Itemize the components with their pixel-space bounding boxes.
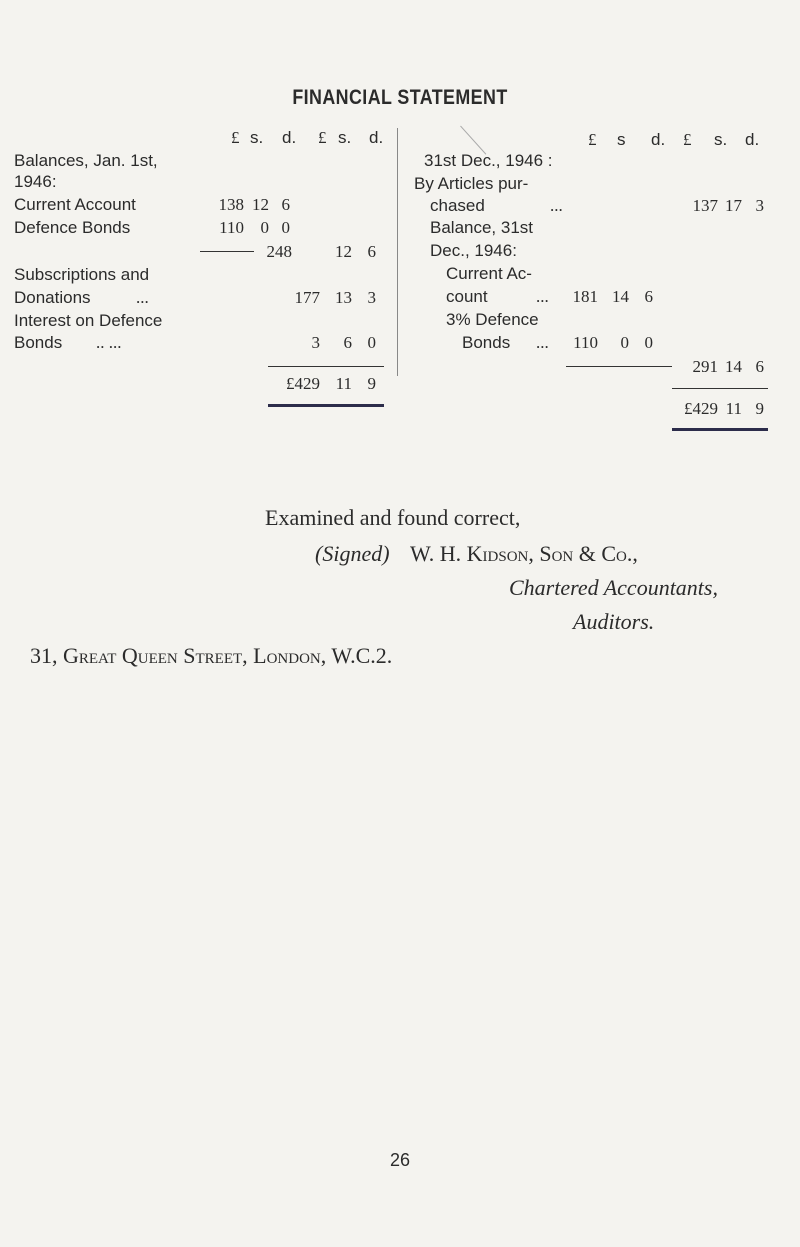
total-pounds: £429 [286, 374, 320, 393]
leader-dots: ... [536, 333, 549, 352]
row-label: Balance, 31st [430, 218, 534, 237]
amount-pence: 6 [281, 195, 290, 214]
shilling-header: s. [338, 128, 352, 147]
shilling-header: s. [714, 130, 728, 149]
amount-pounds: 248 [266, 242, 292, 261]
row-label: 1946: [14, 172, 57, 191]
chartered-accountants: Chartered Accountants, [509, 575, 718, 600]
row-label: chased [430, 196, 485, 215]
amount-pounds: 177 [294, 288, 320, 307]
amount-pounds: 110 [219, 218, 244, 237]
pound-header: £ [318, 128, 327, 147]
amount-pence: 6 [755, 357, 764, 376]
leader-dots: ... [550, 196, 563, 215]
amount-pounds: 137 [692, 196, 718, 215]
amount-shillings: 12 [252, 195, 269, 214]
amount-pounds: 138 [218, 195, 244, 214]
column-divider [397, 128, 398, 376]
amount-pounds: 181 [572, 287, 598, 306]
total-rule [268, 366, 384, 367]
total-pounds: £429 [684, 399, 718, 418]
amount-pence: 0 [644, 333, 653, 352]
total-double-rule [268, 404, 384, 407]
row-label: Current Account [14, 195, 136, 214]
leader-dots: ... [536, 287, 549, 306]
page-number: 26 [389, 1150, 411, 1170]
total-shillings: 11 [725, 399, 742, 418]
leader-dots: ... [136, 288, 149, 307]
row-label: Current Ac- [446, 264, 532, 283]
subtotal-rule [200, 251, 254, 252]
row-label: By Articles pur- [414, 174, 529, 193]
total-shillings: 11 [335, 374, 352, 393]
shilling-header: s [617, 130, 626, 149]
examined-note: Examined and found correct, [265, 505, 521, 530]
amount-shillings: 0 [620, 333, 629, 352]
amount-shillings: 14 [612, 287, 629, 306]
total-pence: 9 [755, 399, 764, 418]
amount-shillings: 12 [335, 242, 352, 261]
amount-pence: 6 [644, 287, 653, 306]
amount-pence: 3 [367, 288, 376, 307]
pence-header: d. [369, 128, 384, 147]
row-label: Bonds [462, 333, 511, 352]
row-label: count [446, 287, 488, 306]
amount-shillings: 17 [725, 196, 742, 215]
pence-header: d. [745, 130, 760, 149]
amount-shillings: 14 [725, 357, 742, 376]
pence-header: d. [651, 130, 666, 149]
amount-pence: 3 [755, 196, 764, 215]
pound-header: £ [231, 128, 240, 147]
row-label: Defence Bonds [14, 218, 131, 237]
amount-pence: 6 [367, 242, 376, 261]
page-title: FINANCIAL STATEMENT [292, 86, 508, 109]
amount-pounds: 110 [573, 333, 598, 352]
row-label: Bonds [14, 333, 63, 352]
pound-header: £ [588, 130, 597, 149]
amount-shillings: 13 [335, 288, 352, 307]
amount-shillings: 0 [260, 218, 269, 237]
row-label: Interest on Defence [14, 311, 163, 330]
amount-pounds: 3 [311, 333, 320, 352]
row-label: 31st Dec., 1946 : [424, 151, 553, 170]
amount-shillings: 6 [343, 333, 352, 352]
row-label: 3% Defence [446, 310, 539, 329]
signatory-firm: W. H. Kidson, Son & Co., [410, 541, 638, 566]
subtotal-rule [566, 366, 672, 367]
row-label: Subscriptions and [14, 265, 150, 284]
shilling-header: s. [250, 128, 264, 147]
total-double-rule [672, 428, 768, 431]
pound-header: £ [683, 130, 692, 149]
auditors-label: Auditors. [573, 609, 655, 634]
amount-pence: 0 [281, 218, 290, 237]
row-label: Donations [14, 288, 91, 307]
total-rule [672, 388, 768, 389]
amount-pence: 0 [367, 333, 376, 352]
amount-pounds: 291 [692, 357, 718, 376]
total-pence: 9 [367, 374, 376, 393]
pence-header: d. [282, 128, 297, 147]
address: 31, Great Queen Street, London, W.C.2. [30, 643, 393, 668]
leader-dots: .. ... [96, 333, 122, 352]
signed-label: (Signed) [315, 541, 390, 566]
row-label: Dec., 1946: [430, 241, 517, 260]
row-label: Balances, Jan. 1st, [14, 151, 158, 170]
